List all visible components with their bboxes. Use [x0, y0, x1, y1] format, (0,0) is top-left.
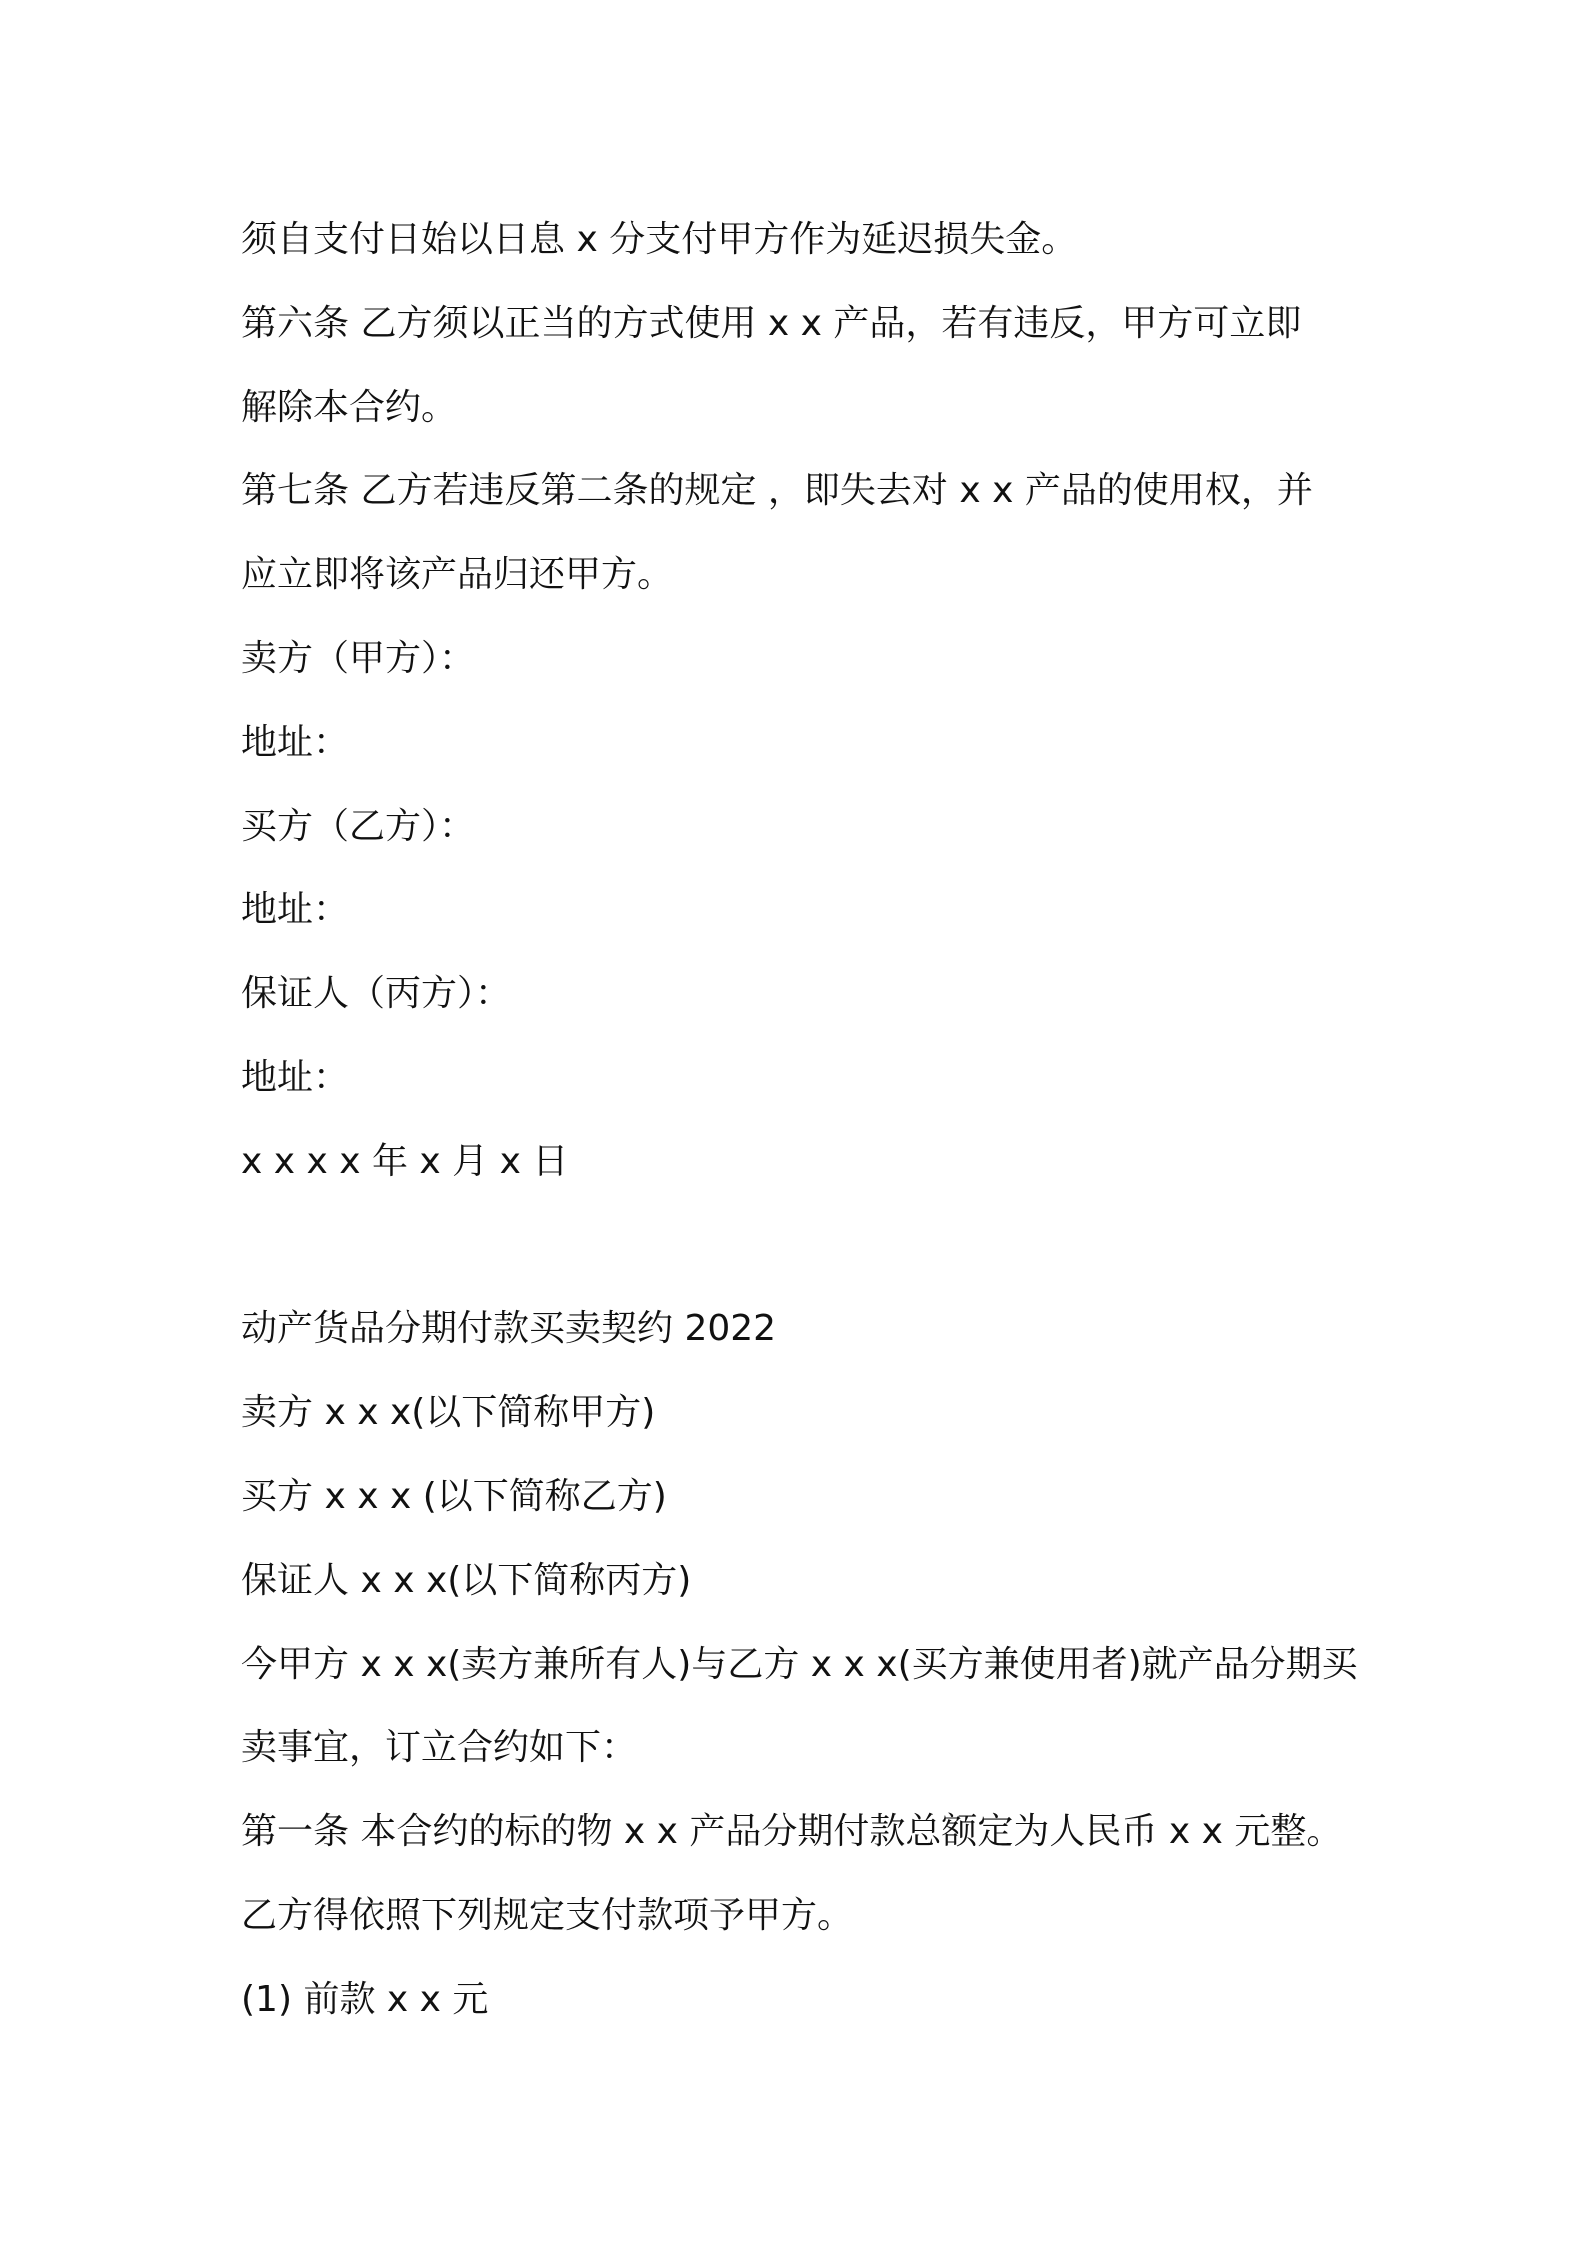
document-body — [241, 198, 1421, 2042]
guarantor-party-line: 保证人 x x x(以下简称丙方) — [241, 1559, 692, 1601]
guarantor-address-label: 地址： — [241, 1056, 350, 1098]
article-6-line-1: 第六条 乙方须以正当的方式使用 x x 产品，若有违反，甲方可立即 — [241, 302, 1302, 344]
article-7-line-2: 应立即将该产品归还甲方。 — [241, 554, 674, 596]
section-gap — [241, 1204, 1421, 1288]
contract-title: 动产货品分期付款买卖契约 2022 — [241, 1308, 777, 1350]
preamble-line-2: 卖事宜，订立合约如下： — [241, 1727, 638, 1769]
seller-party-line: 卖方 x x x(以下简称甲方) — [241, 1392, 656, 1434]
article-1-line-1: 第一条 本合约的标的物 x x 产品分期付款总额定为人民币 x x 元整。 — [241, 1811, 1343, 1853]
article-7-line-1: 第七条 乙方若违反第二条的规定 ，即失去对 x x 产品的使用权，并 — [241, 470, 1313, 512]
article-1-line-2: 乙方得依照下列规定支付款项予甲方。 — [241, 1894, 854, 1936]
date-line: x x x x 年 x 月 x 日 — [241, 1140, 569, 1182]
buyer-address-label: 地址： — [241, 889, 350, 931]
article-6-line-2: 解除本合约。 — [241, 386, 458, 428]
preamble-line-1: 今甲方 x x x(卖方兼所有人)与乙方 x x x(买方兼使用者)就产品分期买 — [241, 1643, 1358, 1685]
buyer-party-line: 买方 x x x (以下简称乙方) — [241, 1475, 667, 1517]
payment-item-1: (1) 前款 x x 元 — [241, 1978, 489, 2020]
buyer-label: 买方（乙方）： — [241, 805, 476, 847]
guarantor-label: 保证人（丙方）： — [241, 973, 512, 1015]
paragraph-line: 须自支付日始以日息 x 分支付甲方作为延迟损失金。 — [241, 219, 1078, 260]
seller-label: 卖方（甲方）： — [241, 637, 476, 679]
seller-address-label: 地址： — [241, 721, 350, 763]
